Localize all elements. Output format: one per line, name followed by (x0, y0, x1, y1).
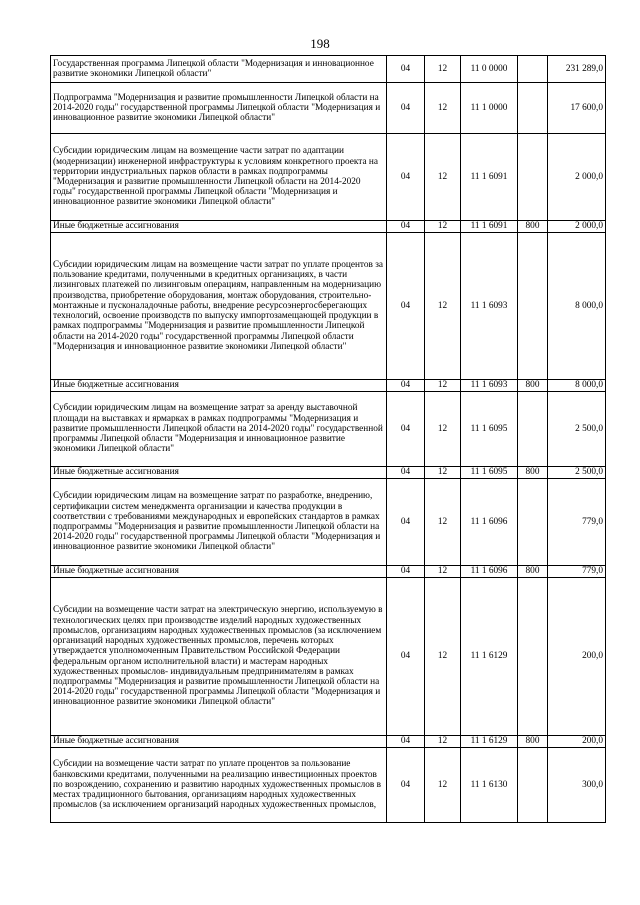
section-code-cell: 12 (425, 578, 461, 736)
expense-name-cell: Иные бюджетные ассигнования (51, 467, 387, 479)
ministry-code-cell: 04 (387, 380, 425, 392)
amount-cell: 17 600,0 (548, 83, 606, 134)
ministry-code-cell: 04 (387, 83, 425, 134)
expense-type-cell: 800 (518, 221, 548, 233)
ministry-code-cell: 04 (387, 467, 425, 479)
table-row (51, 748, 606, 823)
target-article-cell: 11 1 6096 (461, 479, 518, 566)
expense-name-cell: Государственная программа Липецкой области "Модернизация и инновационное развитие экономики Липецкой области" (51, 56, 387, 83)
section-code-cell: 12 (425, 134, 461, 221)
section-code-cell: 12 (425, 392, 461, 467)
target-article-cell: 11 1 0000 (461, 83, 518, 134)
section-code-cell: 12 (425, 566, 461, 578)
expense-name-cell: Субсидии юридическим лицам на возмещение затрат по разработке, внедрению, сертификации систем менеджмента организации и качества продукции в соответствии с требованиями международных и европейских стандартов в рамках подпрограммы "Модернизация и развитие промышленности Липецкой области на 2014-2020 годы" государственной программы Липецкой области "Модернизация и инновационное развитие экономики Липецкой области" (51, 479, 387, 566)
section-code-cell: 12 (425, 748, 461, 823)
section-code-cell: 12 (425, 380, 461, 392)
page-number: 198 (310, 36, 330, 51)
ministry-code-cell: 04 (387, 134, 425, 221)
target-article-cell: 11 1 6095 (461, 392, 518, 467)
ministry-code-cell: 04 (387, 578, 425, 736)
expense-name-cell: Субсидии на возмещение части затрат на электрическую энергию, используемую в технологических целях при производстве изделий народных художественных промыслов, организациям народных художественных промыслов (за исключением организаций народных художественных промыслов, перечень которых утверждается уполномоченным Правительством Российской Федерации федеральным органом исполнительной власти) и мастерам народных художественных промыслов- индивидуальным предпринимателям в рамках подпрограммы "Модернизация и развитие промышленности Липецкой области на 2014-2020 годы" государственной программы Липецкой области "Модернизация и инновационное развитие экономики Липецкой области" (51, 578, 387, 736)
expense-name-cell: Иные бюджетные ассигнования (51, 736, 387, 748)
target-article-cell: 11 1 6096 (461, 566, 518, 578)
amount-cell: 779,0 (548, 566, 606, 578)
ministry-code-cell: 04 (387, 392, 425, 467)
expense-name-cell: Субсидии юридическим лицам на возмещение затрат за аренду выставочной площади на выставках и ярмарках в рамках подпрограммы "Модернизация и развитие промышленности Липецкой области на 2014-2020 годы" государственной программы Липецкой области "Модернизация и инновационное развитие экономики Липецкой области" (51, 392, 387, 467)
target-article-cell: 11 1 6091 (461, 134, 518, 221)
amount-cell: 200,0 (548, 578, 606, 736)
table-row (51, 233, 606, 380)
expense-type-cell (518, 83, 548, 134)
section-code-cell: 12 (425, 736, 461, 748)
expense-name-cell: Субсидии юридическим лицам на возмещение части затрат по адаптации (модернизации) инженерной инфраструктуры к условиям конкретного проекта на территории индустриальных парков области в рамках подпрограммы "Модернизация и развитие промышленности Липецкой области на 2014-2020 годы" государственной программы Липецкой области "Модернизация и инновационное развитие экономики Липецкой области" (51, 134, 387, 221)
target-article-cell: 11 1 6095 (461, 467, 518, 479)
expense-type-cell (518, 233, 548, 380)
section-code-cell: 12 (425, 467, 461, 479)
amount-cell: 300,0 (548, 748, 606, 823)
expense-type-cell (518, 56, 548, 83)
target-article-cell: 11 1 6093 (461, 380, 518, 392)
expense-name-cell: Иные бюджетные ассигнования (51, 221, 387, 233)
ministry-code-cell: 04 (387, 736, 425, 748)
expense-type-cell (518, 479, 548, 566)
ministry-code-cell: 04 (387, 566, 425, 578)
expense-type-cell (518, 134, 548, 221)
amount-cell: 2 500,0 (548, 392, 606, 467)
table-row (51, 467, 606, 479)
ministry-code-cell: 04 (387, 221, 425, 233)
expense-name-cell: Иные бюджетные ассигнования (51, 566, 387, 578)
section-code-cell: 12 (425, 221, 461, 233)
ministry-code-cell: 04 (387, 56, 425, 83)
expense-type-cell: 800 (518, 736, 548, 748)
expense-type-cell: 800 (518, 467, 548, 479)
table-row (51, 578, 606, 736)
amount-cell: 2 000,0 (548, 134, 606, 221)
section-code-cell: 12 (425, 479, 461, 566)
expense-type-cell (518, 578, 548, 736)
target-article-cell: 11 1 6129 (461, 578, 518, 736)
ministry-code-cell: 04 (387, 479, 425, 566)
target-article-cell: 11 1 6129 (461, 736, 518, 748)
table-row (51, 380, 606, 392)
target-article-cell: 11 1 6093 (461, 233, 518, 380)
amount-cell: 8 000,0 (548, 233, 606, 380)
amount-cell: 8 000,0 (548, 380, 606, 392)
table-row (51, 56, 606, 83)
ministry-code-cell: 04 (387, 748, 425, 823)
target-article-cell: 11 0 0000 (461, 56, 518, 83)
expense-type-cell: 800 (518, 566, 548, 578)
expense-type-cell: 800 (518, 380, 548, 392)
expense-type-cell (518, 748, 548, 823)
amount-cell: 231 289,0 (548, 56, 606, 83)
amount-cell: 2 500,0 (548, 467, 606, 479)
table-row (51, 736, 606, 748)
budget-table (50, 55, 606, 823)
table-row (51, 134, 606, 221)
expense-name-cell: Иные бюджетные ассигнования (51, 380, 387, 392)
expense-type-cell (518, 392, 548, 467)
expense-name-cell: Субсидии юридическим лицам на возмещение части затрат по уплате процентов за пользование кредитами, полученными в кредитных организациях, в части лизинговых платежей по лизинговым операциям, направленным на модернизацию производства, приобретение оборудования, монтаж оборудования, строительно-монтажные и пусконаладочные работы, внедрение ресурсоэнергосберегающих технологий, освоение производств по выпуску импортозамещающей продукции в рамках подпрограммы "Модернизация и развитие промышленности Липецкой области на 2014-2020 годы" государственной программы Липецкой области "Модернизация и инновационное развитие экономики Липецкой области" (51, 233, 387, 380)
ministry-code-cell: 04 (387, 233, 425, 380)
section-code-cell: 12 (425, 233, 461, 380)
section-code-cell: 12 (425, 56, 461, 83)
amount-cell: 2 000,0 (548, 221, 606, 233)
amount-cell: 200,0 (548, 736, 606, 748)
table-row (51, 566, 606, 578)
section-code-cell: 12 (425, 83, 461, 134)
target-article-cell: 11 1 6130 (461, 748, 518, 823)
target-article-cell: 11 1 6091 (461, 221, 518, 233)
table-row (51, 392, 606, 467)
expense-name-cell: Субсидии на возмещение части затрат по уплате процентов за пользование банковскими кредитами, полученными на реализацию инвестиционных проектов по возрождению, сохранению и развитию народных художественных промыслов в местах традиционного бытования, организациям народных художественных промыслов (за исключением организаций народных художественных промыслов, (51, 748, 387, 823)
table-row (51, 83, 606, 134)
table-row (51, 221, 606, 233)
amount-cell: 779,0 (548, 479, 606, 566)
table-row (51, 479, 606, 566)
expense-name-cell: Подпрограмма "Модернизация и развитие промышленности Липецкой области на 2014-2020 годы" государственной программы Липецкой области "Модернизация и инновационное развитие экономики Липецкой области" (51, 83, 387, 134)
